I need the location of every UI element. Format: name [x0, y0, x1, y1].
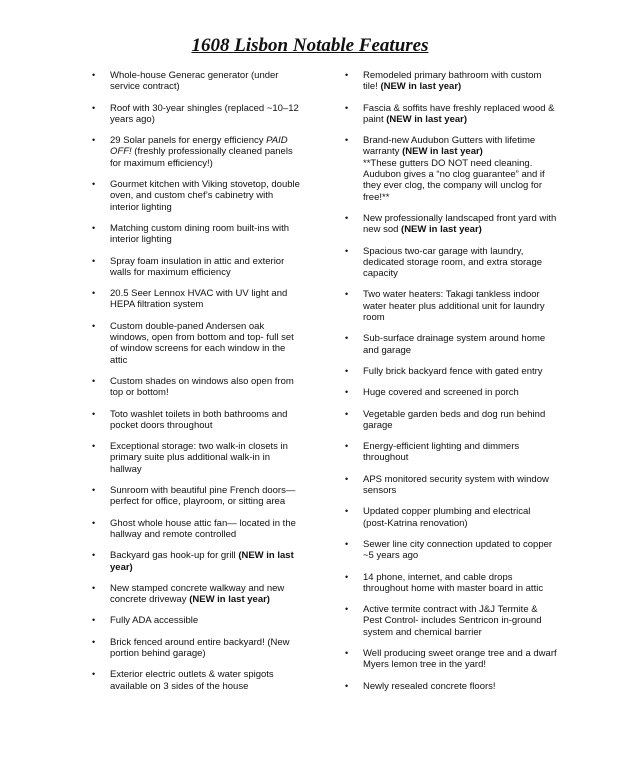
feature-item: [345, 366, 557, 377]
feature-item: [345, 289, 557, 323]
bullet-icon: •: [345, 538, 349, 549]
feature-text: [363, 387, 519, 398]
feature-text: [110, 70, 278, 92]
bullet-icon: •: [92, 408, 96, 419]
feature-text-segment: New professionally landscaped front yard with new sod: [363, 212, 557, 236]
feature-item: [345, 70, 557, 93]
feature-text-segment: PAID OFF!: [110, 135, 288, 158]
feature-text-segment: (NEW in last year): [401, 224, 482, 236]
feature-item: [92, 376, 304, 399]
feature-text-segment: Fully ADA accessible: [110, 615, 199, 627]
feature-text: [363, 409, 545, 431]
feature-item: [345, 681, 557, 692]
feature-item: [92, 409, 304, 432]
bullet-icon: •: [345, 135, 349, 146]
feature-text-segment: APS monitored security system with window sensors: [363, 473, 549, 497]
feature-text-segment: Brick fenced around entire backyard! (New portion behind garage): [110, 636, 290, 659]
feature-text: [363, 474, 549, 496]
feature-list-left: [92, 70, 304, 702]
feature-text: [110, 288, 287, 310]
feature-text: [363, 648, 557, 670]
feature-text-segment: Exterior electric outlets & water spigots available on 3 sides of the house: [110, 669, 274, 692]
feature-item: [345, 648, 557, 671]
feature-text-segment: (NEW in last year): [386, 113, 468, 125]
feature-text-segment: Active termite contract with J&J Termite & Pest Control- includes Sentricon in-ground system and chemical barrier: [363, 604, 542, 638]
feature-item: [345, 409, 557, 432]
bullet-icon: •: [345, 245, 349, 256]
feature-item: [92, 550, 304, 573]
feature-text: [110, 518, 296, 540]
bullet-icon: •: [92, 102, 96, 113]
feature-text-segment: (NEW in last year): [189, 594, 270, 606]
bullet-icon: •: [92, 70, 96, 80]
feature-item: [92, 615, 304, 626]
feature-text-segment: Sewer line city connection updated to copper ~5 years ago: [363, 538, 553, 562]
feature-text: [110, 409, 287, 431]
feature-text-segment: (NEW in last year): [402, 146, 483, 158]
feature-text-segment: (freshly professionally cleaned panels for maximum efficiency!): [110, 146, 293, 169]
feature-text: [363, 366, 543, 377]
feature-text-segment: (NEW in last year): [380, 81, 462, 93]
feature-item: [92, 441, 304, 475]
bullet-icon: •: [92, 320, 96, 331]
feature-text: [110, 615, 198, 626]
feature-text-segment: Remodeled primary bathroom with custom tile!: [363, 70, 542, 93]
feature-item: [92, 321, 304, 366]
feature-text-segment: Newly resealed concrete floors!: [363, 680, 496, 692]
bullet-icon: •: [345, 680, 349, 691]
feature-item: [345, 213, 557, 236]
feature-text-segment: Huge covered and screened in porch: [363, 387, 519, 399]
page-title: 1608 Lisbon Notable Features: [191, 35, 429, 56]
bullet-icon: •: [92, 441, 96, 452]
bullet-icon: •: [92, 582, 96, 593]
feature-text: [363, 70, 541, 92]
feature-text: [110, 550, 294, 572]
feature-item: [345, 246, 557, 280]
bullet-icon: •: [345, 473, 349, 484]
feature-text: [363, 539, 552, 561]
bullet-icon: •: [345, 365, 349, 376]
feature-item: [92, 485, 304, 508]
feature-text: [363, 681, 496, 692]
feature-text: [363, 441, 519, 463]
bullet-icon: •: [345, 387, 349, 398]
feature-text-segment: Custom double-paned Andersen oak windows, open from bottom and top- full set of window screens for each window in the attic: [110, 320, 294, 366]
feature-item: [345, 506, 557, 529]
feature-text: [363, 246, 542, 280]
feature-item: [92, 179, 304, 213]
feature-text: [110, 583, 284, 605]
feature-text-segment: Exceptional storage: two walk-in closets in primary suite plus additional walk-in in hallway: [110, 441, 288, 475]
feature-text-segment: Matching custom dining room built-ins with interior lighting: [110, 222, 289, 246]
bullet-icon: •: [345, 212, 349, 223]
bullet-icon: •: [345, 70, 349, 80]
bullet-icon: •: [92, 615, 96, 626]
feature-text-segment: Fully brick backyard fence with gated entry: [363, 365, 543, 377]
bullet-icon: •: [92, 550, 96, 561]
feature-text: [110, 223, 289, 245]
feature-text: [110, 103, 299, 125]
feature-item: [345, 103, 557, 126]
bullet-icon: •: [92, 179, 96, 190]
feature-item: [92, 135, 304, 169]
feature-text-segment: Roof with 30-year shingles (replaced ~10–12 years ago): [110, 102, 299, 125]
feature-item: [345, 441, 557, 464]
feature-text: [363, 103, 555, 125]
bullet-icon: •: [92, 636, 96, 647]
feature-item: [92, 583, 304, 606]
feature-text-segment: 14 phone, internet, and cable drops throughout home with master board in attic: [363, 571, 544, 594]
feature-text-segment: **These gutters DO NOT need cleaning. Audubon gives a “no clog guarantee” and if they ever clog, the company will unclog for free!**: [363, 157, 545, 203]
feature-text-segment: Custom shades on windows also open from top or bottom!: [110, 375, 294, 399]
feature-text: [110, 179, 300, 213]
feature-text: [363, 604, 541, 638]
bullet-icon: •: [345, 441, 349, 452]
bullet-icon: •: [92, 375, 96, 386]
bullet-icon: •: [345, 647, 349, 658]
feature-text: [110, 321, 294, 366]
feature-text-segment: 29 Solar panels for energy efficiency: [110, 135, 267, 147]
bullet-icon: •: [345, 604, 349, 615]
feature-text-segment: Fascia & soffits have freshly replaced wood & paint: [363, 102, 555, 125]
bullet-icon: •: [92, 485, 96, 496]
feature-text-segment: 20.5 Seer Lennox HVAC with UV light and HEPA filtration system: [110, 288, 288, 311]
feature-item: [345, 572, 557, 595]
bullet-icon: •: [345, 506, 349, 517]
feature-text-segment: Sub-surface drainage system around home and garage: [363, 333, 546, 356]
bullet-icon: •: [92, 288, 96, 299]
feature-text-segment: (NEW in last year): [110, 550, 294, 573]
feature-text: [110, 135, 293, 169]
feature-text: [363, 135, 545, 202]
feature-text: [363, 572, 543, 594]
feature-text-segment: Well producing sweet orange tree and a dwarf Myers lemon tree in the yard!: [363, 647, 557, 671]
bullet-icon: •: [345, 102, 349, 113]
bullet-icon: •: [345, 571, 349, 582]
feature-item: [92, 256, 304, 279]
feature-list-right: [345, 70, 557, 702]
feature-text: [110, 637, 290, 659]
feature-text-segment: Energy-efficient lighting and dimmers throughout: [363, 441, 520, 464]
feature-text-segment: Spacious two-car garage with laundry, dedicated storage room, and extra storage capacity: [363, 245, 543, 280]
feature-text: [110, 441, 288, 475]
feature-text-segment: Brand-new Audubon Gutters with lifetime warranty: [363, 135, 536, 158]
feature-text-segment: Vegetable garden beds and dog run behind garage: [363, 408, 546, 431]
feature-item: [345, 604, 557, 638]
feature-item: [92, 288, 304, 311]
feature-text: [110, 256, 284, 278]
bullet-icon: •: [92, 135, 96, 146]
feature-text: [363, 506, 530, 528]
feature-item: [92, 223, 304, 246]
feature-text: [110, 669, 274, 691]
feature-item: [92, 669, 304, 692]
feature-item: [345, 474, 557, 497]
bullet-icon: •: [345, 333, 349, 344]
feature-item: [92, 70, 304, 93]
feature-text-segment: Backyard gas hook-up for grill: [110, 550, 239, 562]
feature-item: [345, 333, 557, 356]
feature-item: [345, 387, 557, 398]
feature-item: [92, 637, 304, 660]
feature-text: [110, 376, 294, 398]
bullet-icon: •: [92, 255, 96, 266]
feature-text: [363, 289, 545, 323]
feature-text-segment: Whole-house Generac generator (under service contract): [110, 70, 279, 93]
feature-text: [363, 213, 556, 235]
feature-text-segment: Gourmet kitchen with Viking stovetop, double oven, and custom chef’s cabinetry with interior lighting: [110, 179, 300, 213]
feature-text: [363, 333, 545, 355]
feature-text-segment: Ghost whole house attic fan— located in the hallway and remote controlled: [110, 517, 296, 540]
feature-text-segment: Updated copper plumbing and electrical (post-Katrina renovation): [363, 506, 531, 529]
bullet-icon: •: [92, 669, 96, 680]
feature-item: [345, 135, 557, 203]
bullet-icon: •: [345, 289, 349, 300]
feature-text-segment: Two water heaters: Takagi tankless indoor water heater plus additional unit for laundry room: [363, 289, 545, 324]
bullet-icon: •: [92, 222, 96, 233]
feature-text-segment: New stamped concrete walkway and new concrete driveway: [110, 582, 285, 606]
feature-text-segment: Toto washlet toilets in both bathrooms and pocket doors throughout: [110, 408, 288, 431]
feature-item: [92, 103, 304, 126]
bullet-icon: •: [92, 517, 96, 528]
bullet-icon: •: [345, 408, 349, 419]
feature-item: [92, 518, 304, 541]
feature-text: [110, 485, 295, 507]
feature-text-segment: Spray foam insulation in attic and exterior walls for maximum efficiency: [110, 255, 285, 278]
feature-text-segment: Sunroom with beautiful pine French doors—perfect for office, playroom, or sitting area: [110, 485, 296, 508]
feature-item: [345, 539, 557, 562]
